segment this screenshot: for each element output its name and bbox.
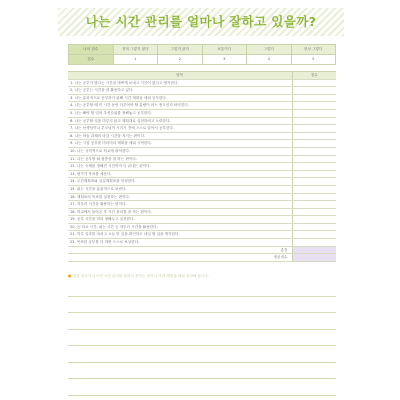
checklist-item-text: 2. 나는 공부는 시간을 잘 활용하고 있다. bbox=[68, 87, 292, 95]
checklist-item-text: 4. 나는 공부할 때 이 시간 동안 다루어야 할 분량이 어느 정도인지 파악한다. bbox=[68, 102, 292, 110]
checklist-score-cell[interactable] bbox=[292, 109, 336, 117]
checklist-row bbox=[68, 239, 336, 247]
sum-value-cell[interactable] bbox=[292, 246, 336, 254]
checklist-score-cell[interactable] bbox=[292, 140, 336, 148]
sum-label: 총점 bbox=[68, 246, 292, 254]
checklist-score-cell[interactable] bbox=[292, 201, 336, 209]
checklist-item-text: 10. 나는 규칙적으로 학교에 출석한다. bbox=[68, 147, 292, 155]
checklist-score-cell[interactable] bbox=[292, 239, 336, 247]
checklist-row bbox=[68, 170, 336, 178]
checklist-item-text: 14. 주간계획표와 일일계획표를 작성한다. bbox=[68, 178, 292, 186]
checklist-item-text: 16. 계획표의 목표를 실천하는 편이다. bbox=[68, 193, 292, 201]
checklist-score-cell[interactable] bbox=[292, 79, 336, 87]
checklist-score-cell[interactable] bbox=[292, 231, 336, 239]
tip-note-text: 점검 점수가 낮으면 시간 관리를 잘하지 못하는 것이니 시간 계획을 세워 실천해 봅니다. bbox=[72, 274, 210, 278]
checklist-item-text: 20. 등·하교 시간, 쉬는 시간 등 자투리 시간을 활용한다. bbox=[68, 223, 292, 231]
checklist-score-cell[interactable] bbox=[292, 223, 336, 231]
checklist-row bbox=[68, 109, 336, 117]
checklist-row bbox=[68, 102, 336, 110]
checklist-item-text: 22. 목표한 공부를 다 하면 스스로 보상한다. bbox=[68, 239, 292, 247]
scale-level-score: 4 bbox=[247, 55, 292, 65]
score-scale-table bbox=[68, 44, 336, 65]
writing-line[interactable] bbox=[68, 363, 336, 380]
checklist-row bbox=[68, 87, 336, 95]
checklist-score-cell[interactable] bbox=[292, 102, 336, 110]
checklist-row bbox=[68, 193, 336, 201]
checklist-item-text: 17. 자투리 시간을 활용하는 편이다. bbox=[68, 201, 292, 209]
checklist-item-text: 13. 평가가 목표를 세운다. bbox=[68, 170, 292, 178]
checklist-score-cell[interactable] bbox=[292, 147, 336, 155]
checklist-row bbox=[68, 208, 336, 216]
scale-level-label: 보통이다 bbox=[202, 45, 247, 55]
checklist-table bbox=[68, 71, 336, 262]
checklist-row bbox=[68, 132, 336, 140]
checklist-row bbox=[68, 79, 336, 87]
sum-row bbox=[68, 246, 336, 254]
checklist-score-cell[interactable] bbox=[292, 117, 336, 125]
checklist-row bbox=[68, 216, 336, 224]
scale-row-label: 점수 bbox=[69, 55, 114, 65]
writing-line[interactable] bbox=[68, 379, 336, 396]
checklist-header-item: 항목 bbox=[68, 72, 292, 80]
checklist-score-cell[interactable] bbox=[292, 178, 336, 186]
checklist-score-cell[interactable] bbox=[292, 208, 336, 216]
average-value-cell[interactable] bbox=[292, 254, 336, 262]
scale-level-score: 2 bbox=[158, 55, 203, 65]
checklist-score-cell[interactable] bbox=[292, 125, 336, 133]
page-title: 나는 시간 관리를 얼마나 잘하고 있을까? bbox=[85, 14, 317, 29]
scale-header-first: 나의 점수 bbox=[69, 45, 114, 55]
checklist-item-text: 12. 나는 숙제를 정해진 시간까지 다 끝내는 편이다. bbox=[68, 163, 292, 171]
writing-line[interactable] bbox=[68, 313, 336, 330]
checklist-row bbox=[68, 117, 336, 125]
scale-level-label: 전혀 그렇지 않다 bbox=[113, 45, 158, 55]
scale-level-score: 5 bbox=[291, 55, 336, 65]
writing-lines bbox=[68, 280, 336, 396]
checklist-item-text: 8. 나는 학습 과제의 마감 시간을 지키는 편이다. bbox=[68, 132, 292, 140]
checklist-row bbox=[68, 163, 336, 171]
checklist-score-cell[interactable] bbox=[292, 193, 336, 201]
checklist-score-cell[interactable] bbox=[292, 94, 336, 102]
checklist-item-text: 19. 공부 시간을 미리 정해두고 실천한다. bbox=[68, 216, 292, 224]
checklist-item-text: 6. 나는 공부할 일을 미루지 않고 계획대로 실천하려고 노력한다. bbox=[68, 117, 292, 125]
writing-line[interactable] bbox=[68, 280, 336, 297]
average-row bbox=[68, 254, 336, 262]
average-label: 평균점수 bbox=[68, 254, 292, 262]
checklist-item-text: 3. 나는 효과적으로 공부하기 위해 시간 계획을 세워 공부한다. bbox=[68, 94, 292, 102]
checklist-item-text: 5. 나는 해야 할 일의 우선순위를 정해놓고 공부한다. bbox=[68, 109, 292, 117]
checklist-item-text: 21. 하루 일과를 마치고 오늘 한 일을 확인하고 내일 할 일을 생각한다. bbox=[68, 231, 292, 239]
checklist-item-text: 7. 나는 선생님이나 부모님이 시키기 전에 스스로 알아서 공부한다. bbox=[68, 125, 292, 133]
checklist-item-text: 18. 학교에서 돌아온 후 시간 관리를 잘 하는 편이다. bbox=[68, 208, 292, 216]
checklist-score-cell[interactable] bbox=[292, 155, 336, 163]
checklist-score-cell[interactable] bbox=[292, 132, 336, 140]
scale-level-score: 1 bbox=[113, 55, 158, 65]
checklist-row bbox=[68, 201, 336, 209]
checklist-header-score: 점수 bbox=[292, 72, 336, 80]
scale-level-label: 항상 그렇다 bbox=[291, 45, 336, 55]
checklist-row bbox=[68, 178, 336, 186]
checklist-row bbox=[68, 223, 336, 231]
checklist-row bbox=[68, 125, 336, 133]
checklist-score-cell[interactable] bbox=[292, 170, 336, 178]
bullet-icon: ● bbox=[68, 273, 72, 278]
checklist-item-text: 15. 쉬는 시간을 효율적으로 보낸다. bbox=[68, 185, 292, 193]
scale-level-label: 그렇다 bbox=[247, 45, 292, 55]
checklist-item-text: 9. 나는 시험 공부를 미리미리 계획을 세워 시작한다. bbox=[68, 140, 292, 148]
writing-line[interactable] bbox=[68, 346, 336, 363]
checklist-row bbox=[68, 140, 336, 148]
tip-note bbox=[68, 273, 336, 279]
scale-level-score: 3 bbox=[202, 55, 247, 65]
checklist-row bbox=[68, 147, 336, 155]
checklist-row bbox=[68, 185, 336, 193]
checklist-row bbox=[68, 94, 336, 102]
checklist-score-cell[interactable] bbox=[292, 185, 336, 193]
checklist-item-text: 1. 나는 공부가 많다는 시간을 바쁘게 보내고 시간이 없다고 생각한다. bbox=[68, 79, 292, 87]
worksheet-page bbox=[58, 8, 344, 396]
checklist-score-cell[interactable] bbox=[292, 87, 336, 95]
checklist-item-text: 11. 나는 공부할 때 집중을 잘 하는 편이다. bbox=[68, 155, 292, 163]
checklist-row bbox=[68, 155, 336, 163]
checklist-score-cell[interactable] bbox=[292, 163, 336, 171]
scale-level-label: 그렇지 않다 bbox=[158, 45, 203, 55]
writing-line[interactable] bbox=[68, 330, 336, 347]
writing-line[interactable] bbox=[68, 297, 336, 314]
checklist-row bbox=[68, 231, 336, 239]
checklist-score-cell[interactable] bbox=[292, 216, 336, 224]
